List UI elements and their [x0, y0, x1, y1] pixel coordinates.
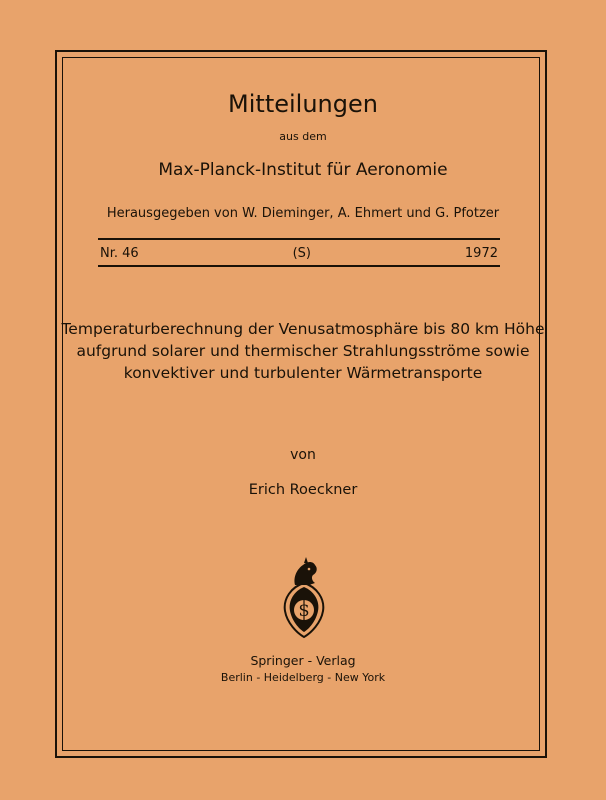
- title-line: konvektiver und turbulenter Wärmetransporte: [123, 364, 483, 382]
- issue-year: 1972: [464, 246, 498, 261]
- institute-name: Max-Planck-Institut für Aeronomie: [158, 160, 448, 180]
- publisher-places: Berlin - Heidelberg - New York: [220, 671, 386, 684]
- publisher-name: Springer - Verlag: [250, 653, 356, 668]
- springer-horse-emblem-icon: [273, 555, 335, 639]
- by-label: von: [290, 447, 316, 463]
- svg-text:S: S: [298, 601, 310, 620]
- series-aus: aus dem: [279, 130, 327, 143]
- issue-code: (S): [292, 246, 311, 261]
- author-name: Erich Roeckner: [248, 482, 358, 498]
- series-title: Mitteilungen: [228, 90, 378, 118]
- bottom-rule: [98, 265, 500, 267]
- title-line: aufgrund solarer und thermischer Strahlungsströme sowie: [76, 342, 530, 360]
- top-rule: [98, 238, 500, 240]
- editors-line: Herausgegeben von W. Dieminger, A. Ehmert und G. Pfotzer: [106, 206, 500, 221]
- issue-row: [100, 246, 498, 261]
- title-line: Temperaturberechnung der Venusatmosphäre bis 80 km Höhe: [61, 320, 545, 338]
- book-title: [0, 318, 606, 384]
- issue-number: Nr. 46: [100, 246, 139, 261]
